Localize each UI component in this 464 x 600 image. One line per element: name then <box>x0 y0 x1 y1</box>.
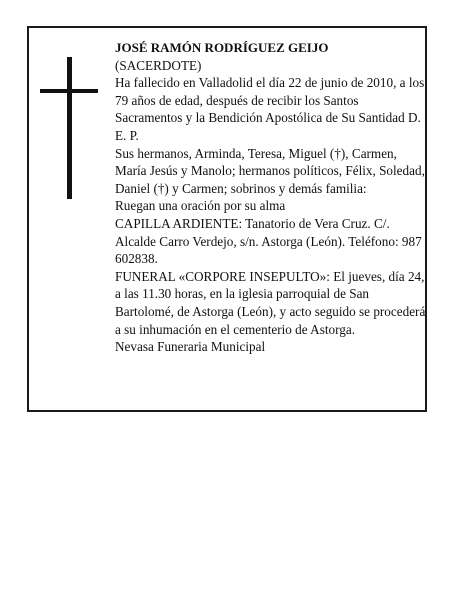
cross-icon <box>40 57 98 199</box>
cross-vertical-bar <box>67 57 72 199</box>
family-list: Sus hermanos, Arminda, Teresa, Miguel (†), Carmen, María Jesús y Manolo; hermanos políticos, Félix, Soledad, Daniel (†) y Carmen; sobrinos y demás familia: <box>115 145 425 196</box>
deceased-title: (SACERDOTE) <box>115 57 202 73</box>
obituary-notice <box>27 26 427 412</box>
funeral-home: Nevasa Funeraria Municipal <box>115 339 266 355</box>
funeral-info: FUNERAL «CORPORE INSEPULTO»: El jueves, día 24, a las 11.30 horas, en la iglesia parroquial de San Bartolomé, de Astorga (León), y acto seguido se procederá a su inhumación en el cementerio de Astorga. <box>115 268 426 337</box>
prayer-request: Ruegan una oración por su alma <box>115 198 286 214</box>
death-announcement: Ha fallecido en Valladolid el día 22 de junio de 2010, a los 79 años de edad, después de recibir los Santos Sacramentos y la Bendición Apostólica de Su Santidad D. E. P. <box>115 75 425 143</box>
cross-horizontal-bar <box>40 89 98 93</box>
deceased-name: JOSÉ RAMÓN RODRÍGUEZ GEIJO <box>115 40 329 55</box>
notice-content <box>115 39 427 356</box>
chapel-info: CAPILLA ARDIENTE: Tanatorio de Vera Cruz. C/. Alcalde Carro Verdejo, s/n. Astorga (León). Teléfono: 987 602838. <box>115 215 422 267</box>
